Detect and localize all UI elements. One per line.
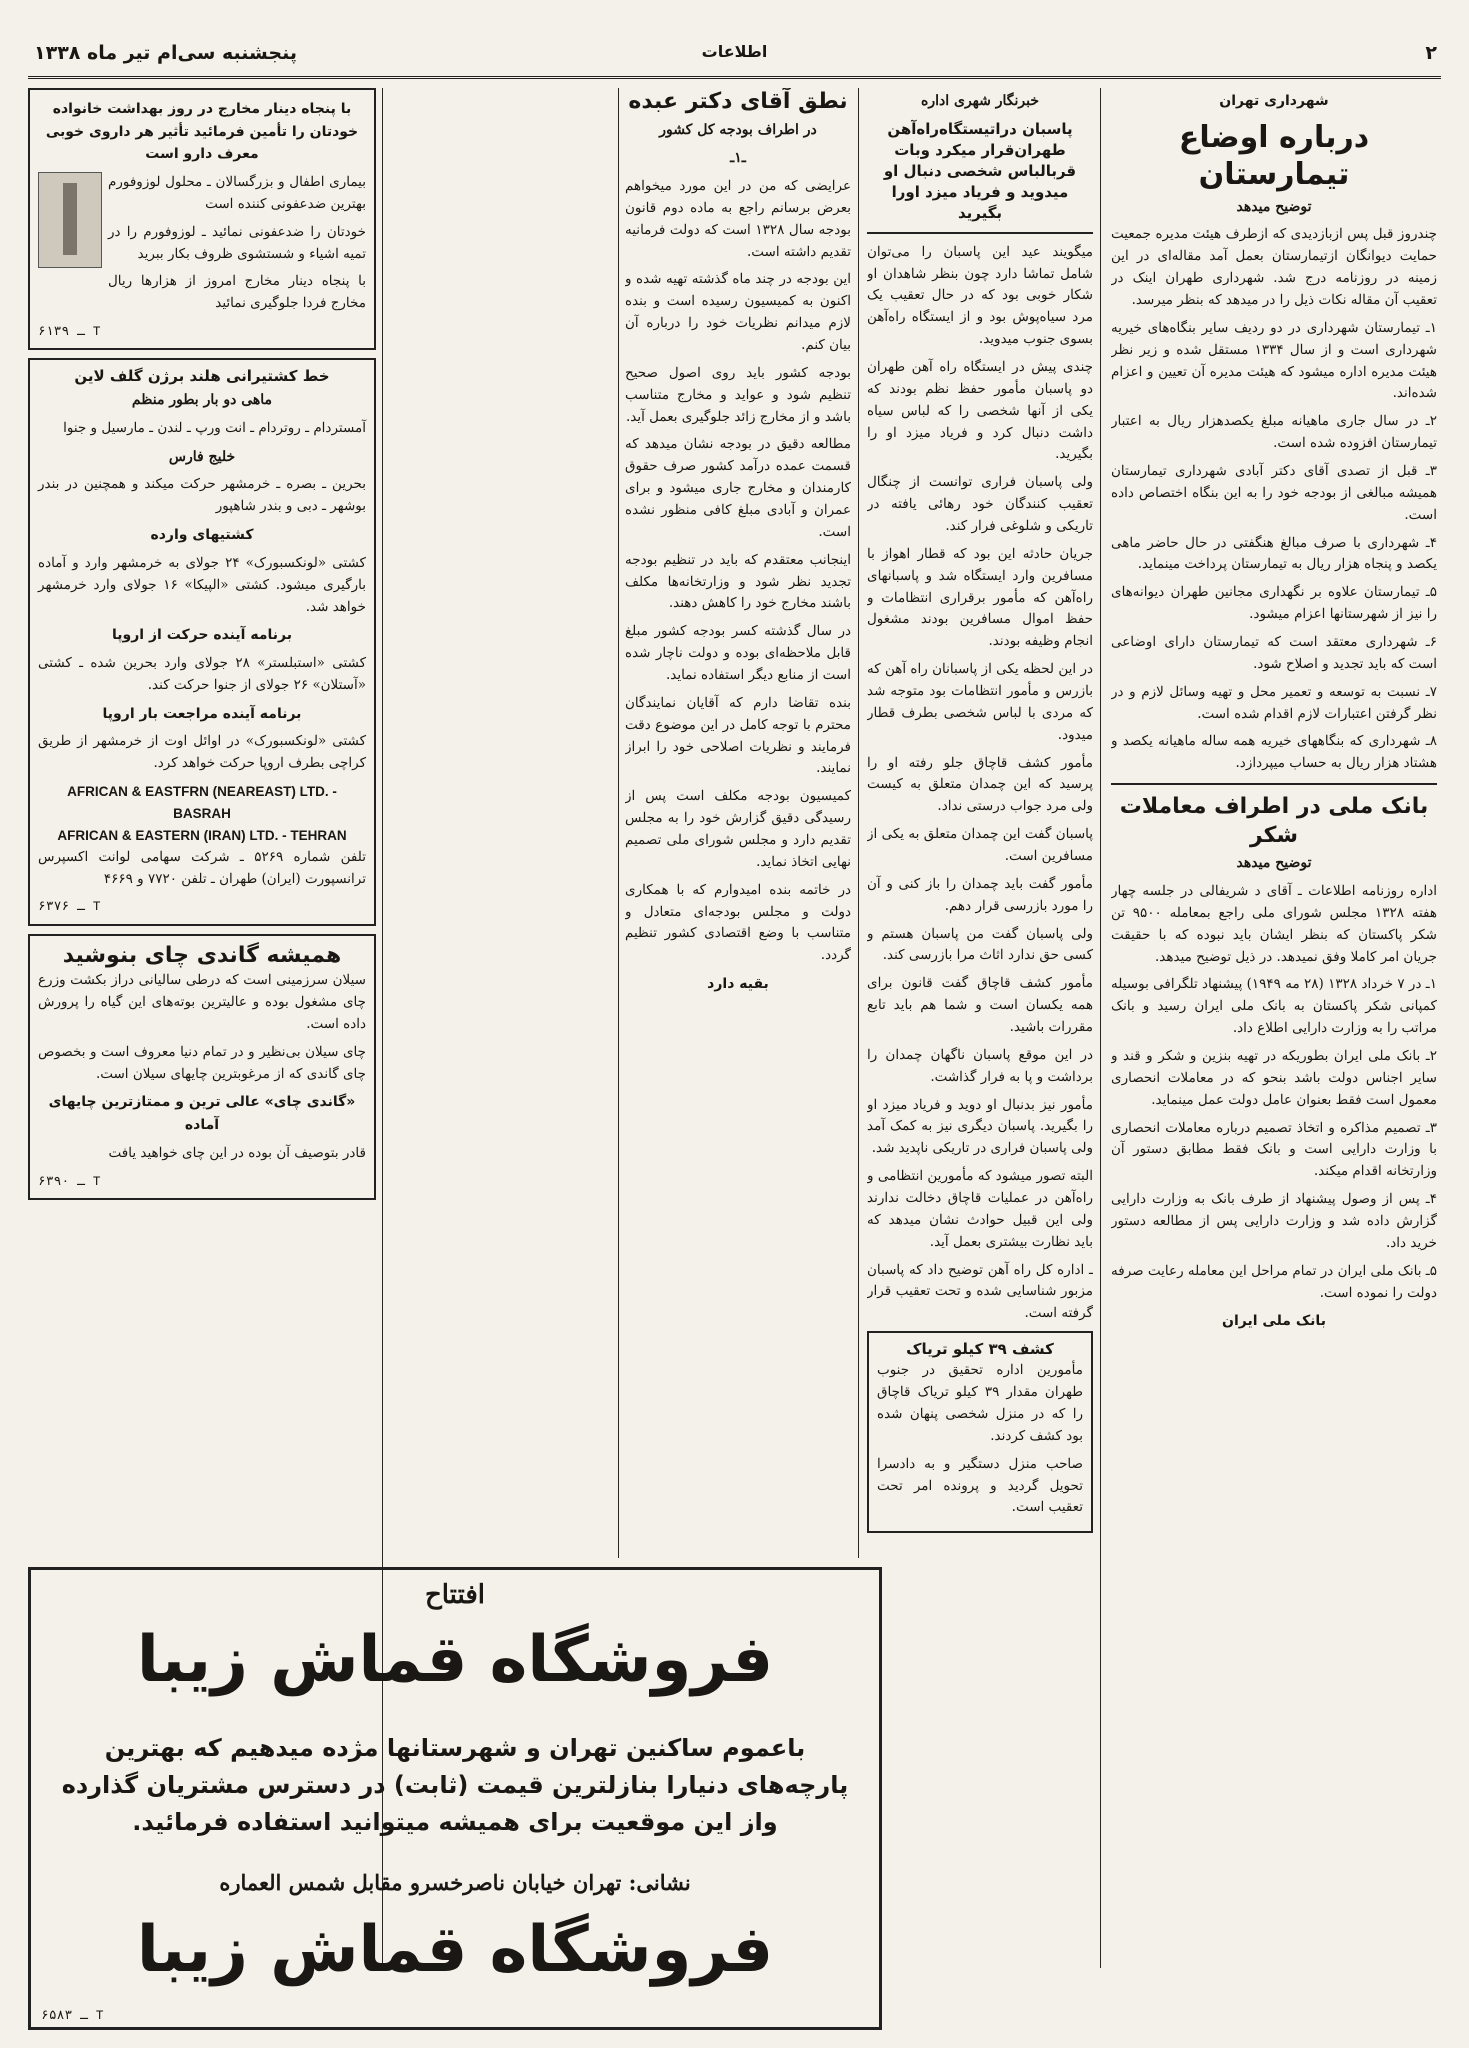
paragraph: مأمورین اداره تحقیق در جنوب طهران مقدار ۳۹ کیلو تریاک قاچاق را که در منزل شخصی پنهان شده بود کشف کردند.: [877, 1362, 1083, 1444]
paragraph: ۴ـ شهرداری با صرف مبالغ هنگفتی در حال حاضر ماهی یکصد و پنجاه هزار ریال به تیمارستان پرداخت مینماید.: [1111, 534, 1437, 573]
reporter-line: خبرنگار شهری اداره: [921, 93, 1039, 109]
paragraph: ۲ـ در سال جاری ماهیانه مبلغ یکصدهزار ریال به اعتبار تیمارستان افزوده شده است.: [1111, 413, 1437, 452]
page-number: ۲: [1425, 42, 1437, 64]
paragraph: ۷ـ نسبت به توسعه و تعمیر محل و تهیه وسائل لازم و در نظر گرفتن اعتبارات لازم اقدام شده است.: [1111, 683, 1437, 722]
paragraph: این بودجه در چند ماه گذشته تهیه شده و اکنون به کمیسیون رسیده است و بنده لازم میدانم نظریات خود را درباره آن بیان کنم.: [625, 271, 851, 353]
store-name: فروشگاه قماش زیبا: [136, 1623, 774, 1697]
paragraph: ۲ـ بانک ملی ایران بطوریکه در تهیه بنزین و شکر و قند و سایر اجناس دولت باشد بنحو که در معاملات انحصاری معمول است فقط بعنوان عامل دولت عمل مینماید.: [1111, 1047, 1437, 1108]
paragraph: ۱ـ تیمارستان شهرداری در دو ردیف سایر بنگاه‌های خیریه شهرداری است و از سال ۱۳۳۴ مستقل شده و زیر نظر هیئت مدیره اداره میشود که هیئت مدیره آن تعیین و اعزام شده‌اند.: [1111, 319, 1437, 402]
paragraph: صاحب منزل دستگیر و به دادسرا تحویل گردید و پرونده امر تحت تعقیب است.: [877, 1455, 1083, 1516]
page-header: [28, 36, 1441, 79]
paragraph: بیماری اطفال و بزرگسالان ـ محلول لوزوفورم بهترین ضدعفونی کننده است: [108, 174, 366, 212]
article-subtitle: در اطراف بودجه کل کشور: [659, 121, 817, 138]
paragraph: ۳ـ تصمیم مذاکره و اتخاذ تصمیم درباره معاملات انحصاری با وزارت دارایی است و بانک فقط مطابق دستور آن وزارتخانه اقدام میکند.: [1111, 1119, 1437, 1180]
paragraph: بودجه کشور باید روی اصول صحیح تنظیم شود و عواید و مخارج متناسب باشد و از مخارج زائد جلوگیری بعمل آید.: [625, 364, 851, 425]
store-name-repeat: فروشگاه قماش زیبا: [136, 1913, 774, 1987]
paragraph: ۳ـ قبل از تصدی آقای دکتر آبادی شهرداری تیمارستان همیشه مبالغی از بودجه خود را به این بنگاه اختصاص داده است.: [1111, 462, 1437, 523]
paragraph: اداره روزنامه اطلاعات ـ آقای د شریفالی در جلسه چهار هفته ۱۳۲۸ مجلس شورای ملی راجع بمعامله ۹۵۰۰ تن شکر پاکستان که بنظر ایشان باید نبوده که با حقیقت جریان امر کاملا وفق نمیدهد. در ذیل توضیح میدهد.: [1111, 882, 1437, 965]
shipping-ad: [28, 358, 376, 925]
paragraph: قادر بتوصیف آن بوده در این چای خواهید یافت: [108, 1144, 366, 1161]
ad-reference: ۶۱۳۹ ـ T: [38, 324, 101, 340]
ad-body: باعموم ساکنین تهران و شهرستانها مژده میدهیم که بهترین پارچه‌های دنیارا بنازلترین قیمت (ثابت) در دسترس مشتریان گذارده واز این موقعیت برای همیشه میتوانید استفاده فرمائید.: [61, 1734, 849, 1837]
return-text: کشتی «لونکسبورک» در اوائل اوت از خرمشهر از طریق کراچی بطرف اروپا حرکت خواهد کرد.: [38, 733, 366, 772]
arriving-title: کشتیهای وارده: [150, 527, 254, 544]
route: آمستردام ـ روتردام ـ انت ورپ ـ لندن ـ مارسیل و جنوا: [63, 419, 366, 436]
article-headline: نطق آقای دکتر عبده: [628, 89, 848, 114]
bank-subtitle: توضیح میدهد: [1236, 855, 1312, 872]
ad-reference: ۶۳۹۰ ـ T: [38, 1173, 101, 1189]
column-rule: [858, 88, 859, 1558]
paragraph: مطالعه دقیق در بودجه نشان میدهد که قسمت عمده درآمد کشور صرف حقوق کارمندان و مخارج جاری میشود و برای عمران و آبادی مبلغ کافی منظور نشده است.: [625, 436, 851, 540]
paragraph: ۵ـ بانک ملی ایران در تمام مراحل این معامله رعایت صرفه دولت را نموده است.: [1111, 1262, 1437, 1301]
paragraph: ـ اداره کل راه آهن توضیح داد که پاسبان مزبور شناسایی شده و تحت تعقیب قرار گرفته است.: [867, 1261, 1093, 1322]
bank-headline: بانک ملی در اطراف معاملات شکر: [1119, 794, 1429, 848]
tea-ad: [28, 934, 376, 1200]
column-rule: [618, 88, 619, 1558]
column-ads-left: [28, 88, 376, 1558]
column-municipality: [1111, 88, 1437, 2018]
bottle-illustration: [38, 172, 102, 268]
europe-title: برنامه آینده حرکت از اروپا: [112, 627, 292, 644]
paragraph: مأمور کشف قاچاق گفت قانون برای همه یکسان است و شما هم باید تابع مقررات باشید.: [867, 975, 1093, 1036]
paragraph: در این لحظه یکی از پاسبانان راه آهن که بازرس و مأمور انتظامات بود متوجه شد که مردی با لباس شخصی بطرف قطار میدود.: [867, 661, 1093, 743]
column-budget-speech: [625, 88, 851, 1558]
article-headline: پاسبان دراتیستگاه‌راه‌آهن طهران‌قرار میکرد وبات قربالباس شخصی دنبال او مید‌وید و فریاد میزد اورا بگیرید: [883, 119, 1077, 222]
paragraph: جریان حادثه این بود که قطار اهواز با مسافرین وارد ایستگاه شد و پاسبانهای راه‌آهن که مأمور برقراری انتظامات و حفظ اموال مسافرین بودند مشغول انجام وظیفه بودند.: [867, 545, 1093, 650]
paragraph: پاسبان گفت این چمدان متعلق به یکی از مسافرین است.: [867, 826, 1093, 865]
box-headline: کشف ۳۹ کیلو تریاک: [906, 1340, 1054, 1359]
paragraph: ولی پاسبان فراری توانست از چنگال تعقیب کنندگان خود رهائی یافته در تاریکی و شلوغی فرار کند.: [867, 474, 1093, 534]
column-ads: [383, 88, 611, 1558]
paragraph: میگویند عید این پاسبان را می‌توان شامل تماشا دارد چون بنظر شاهدان او شکار خوبی بود که در حال تعقیب یک مرد سیاه‌پوش بود و از ایستگاه راه‌آهن بسوی جنوب میدوید.: [867, 243, 1093, 348]
paragraph: ۸ـ شهرداری که بنگاههای خیریه همه ساله ماهیانه یکصد و هشتاد هزار ریال به حساب میپردازد.: [1111, 733, 1437, 772]
paragraph: چندروز قبل پس ازبازدیدی که ازطرف هیئت مدیره جمعیت حمایت دیوانگان ازتیمارستان بعمل آمد مقاله‌ای در این زمینه در روزنامه درج شد. شهرداری طهران اینک در تعقیب آن مقاله نکات ذیل را در میدهد که بنظر میرسد.: [1111, 226, 1437, 308]
article-subtitle: توضیح میدهد: [1236, 198, 1312, 215]
store-opening-ad: [28, 1567, 882, 2030]
tea-slogan: «گاندی چای» عالی ترین و ممتازترین چایهای آماده: [48, 1094, 356, 1134]
ad-reference: ۶۳۷۶ ـ T: [38, 899, 101, 915]
divider: [1111, 783, 1437, 785]
column-police-story: [867, 88, 1093, 2018]
paragraph: البته تصور میشود که مأمورین انتظامی و راه‌آهن در عملیات قاچاق دخالت ندارند ولی این قبیل حوادث نشان میدهد که باید نظارت بیشتری بعمل آید.: [867, 1168, 1093, 1250]
continued-label: بقیه دارد: [707, 976, 769, 993]
return-title: برنامه آینده مراجعت بار اروپا: [102, 705, 302, 722]
divider: [867, 232, 1093, 234]
ad-headline: خط کشتیرانی هلند برژن گلف لاین: [74, 367, 330, 386]
paragraph: چای سیلان بی‌نظیر و در تمام دنیا معروف است و بخصوص چای گاندی که از مرغوبترین چایهای سیلان است.: [38, 1043, 366, 1082]
signature: بانک ملی ایران: [1222, 1313, 1326, 1330]
paragraph: ۱ـ در ۷ خرداد ۱۳۲۸ (۲۸ مه ۱۹۴۹) پیشنهاد تلگرافی بوسیله کمپانی شکر پاکستان به بانک ملی ایران رسید و بانک مراتب را به وزارت دارایی اطلاع داد.: [1111, 976, 1437, 1037]
arriving-text: کشتی «لونکسبورک» ۲۴ جولای به خرمشهر وارد و آماده بارگیری میشود. کشتی «الپیکا» ۱۶ جولای وارد خرمشهر خواهد شد.: [38, 554, 367, 615]
ad-headline: با پنجاه دینار مخارج در روز بهداشت خانواده خودتان را تأمین فرمائید تأثیر هر داروی خوبی معرف دارو است: [45, 101, 359, 163]
paragraph: مأمور کشف قاچاق جلو رفته او را پرسید که این چمدان متعلق به کیست ولی مرد جواب درستی نداد.: [867, 754, 1093, 815]
paragraph: مأمور گفت باید چمدان را باز کنی و آن را مورد بازرسی قرار دهم.: [867, 875, 1093, 914]
paragraph: خودتان را ضدعفونی نمائید ـ لوزوفورم را در تمیه اشیاء و شستشوی ظروف بکار ببرید: [108, 223, 366, 262]
paragraph: در سال گذشته کسر بودجه کشور مبلغ قابل ملاحظه‌ای بوده و دولت ناچار شده است از منابع دیگر استفاده نماید.: [625, 623, 851, 683]
paragraph: بنده تقاضا دارم که آقایان نمایندگان محترم با توجه کامل در این موضوع دقت فرمایند و نظریات اصلاحی خود را ابراز نمایند.: [625, 694, 851, 777]
paragraph: کمیسیون بودجه مکلف است پس از رسیدگی دقیق گزارش خود را به مجلس تقدیم دارد و مجلس شورای ملی تصمیم نهایی اتخاذ نماید.: [625, 788, 851, 870]
opium-box: [867, 1331, 1093, 1533]
paragraph: در خاتمه بنده امیدوارم که با همکاری دولت و مجلس بودجه‌ای متعادل و متناسب با وضع اقتصادی کشور تنظیم گردد.: [625, 881, 851, 964]
newspaper-page: [28, 22, 1441, 2026]
paragraph: چندی پیش در ایستگاه راه آهن طهران دو پاسبان مأمور حفظ نظم بودند که یکی از آنها شخصی را که لباس سیاه داشت دنبال کرد و فریاد میزد او را بگیرید.: [867, 358, 1093, 463]
paragraph: اینجانب معتقدم که باید در تنظیم بودجه تجدید نظر شود و وزارتخانه‌ها مکلف باشند مخارج خود را کاهش دهند.: [625, 551, 851, 612]
europe-text: کشتی «استبلستر» ۲۸ جولای وارد بحرین شده ـ کشتی «آستلان» ۲۶ جولای از جنوا حرکت کند.: [38, 655, 366, 693]
section-title: اطلاعات: [701, 42, 768, 61]
paragraph: ۵ـ تیمارستان علاوه بر نگهداری مجانین طهران دیوانه‌های را نیز از شهرستانها اعزام میشود.: [1111, 584, 1437, 623]
agent-basrah: AFRICAN & EASTFRN (NEAREAST) LTD. - BASRAH: [67, 784, 337, 822]
article-kicker: شهرداری تهران: [1219, 93, 1329, 109]
ad-subtitle: ماهی دو بار بطور منظم: [131, 392, 273, 409]
paragraph: ۴ـ پس از وصول پیشنهاد از طرف بانک به وزارت دارایی گزارش داده شد و وزارت دارایی پس از مطالعه دستور خرید داد.: [1111, 1191, 1437, 1251]
ad-headline: همیشه گاندی چای بنوشید: [62, 942, 342, 968]
paragraph: سیلان سرزمینی است که درطی سالیانی دراز بکشت وزرع چای مشغول بوده و عالیترین بوته‌های این گیاه را پرورش داده است.: [38, 972, 366, 1032]
paragraph: در این موقع پاسبان ناگهان چمدان را برداشت و پا به فرار گذاشت.: [867, 1046, 1093, 1085]
lozoform-ad: [28, 88, 376, 350]
paragraph: ولی پاسبان گفت من پاسبان هستم و کسی حق ندارد اثاث مرا بازرسی کند.: [867, 925, 1093, 964]
ad-opening-label: افتتاح: [424, 1580, 486, 1610]
agent-tehran: AFRICAN & EASTERN (IRAN) LTD. - TEHRAN: [57, 827, 347, 843]
ports: بحرین ـ بصره ـ خرمشهر حرکت میکند و همچنین در بندر بوشهر ـ دبی و بندر شاهپور: [38, 476, 366, 515]
store-address: نشانی: تهران خیابان ناصرخسرو مقابل شمس العماره: [219, 1870, 691, 1895]
paragraph: ۶ـ شهرداری معتقد است که تیمارستان دارای اوضاعی است که باید تجدید و اصلاح شود.: [1111, 633, 1437, 672]
agent-info: تلفن شماره ۵۲۶۹ ـ شرکت سهامی لوانت اکسپرس ترانسپورت (ایران) طهران ـ تلفن ۷۷۲۰ و ۴۶۶۹: [38, 848, 366, 887]
issue-date: پنجشنبه سی‌ام تیر ماه ۱۳۳۸: [34, 42, 297, 64]
part-number: ـ۱ـ: [730, 150, 746, 167]
column-rule: [1100, 88, 1101, 1968]
paragraph: با پنجاه دینار مخارج امروز از هزارها ریال مخارج فردا جلوگیری نمائید: [108, 273, 366, 312]
ad-reference: ۶۵۸۳ ـ T: [41, 2008, 104, 2023]
paragraph: مأمور نیز بدنبال او دوید و فریاد میزد او را بگیرید. پاسبان دیگری نیز به کمک آمد ولی پاسبان فراری در تاریکی ناپدید شد.: [867, 1096, 1093, 1157]
gulf-label: خلیج فارس: [168, 448, 236, 465]
paragraph: عرایضی که من در این مورد میخواهم بعرض برسانم راجع به ماده دوم قانون بودجه سال ۱۳۲۸ است که دولت فرمانیه تقدیم داشته است.: [625, 177, 851, 260]
article-headline: درباره اوضاع تیمارستان: [1178, 119, 1370, 193]
